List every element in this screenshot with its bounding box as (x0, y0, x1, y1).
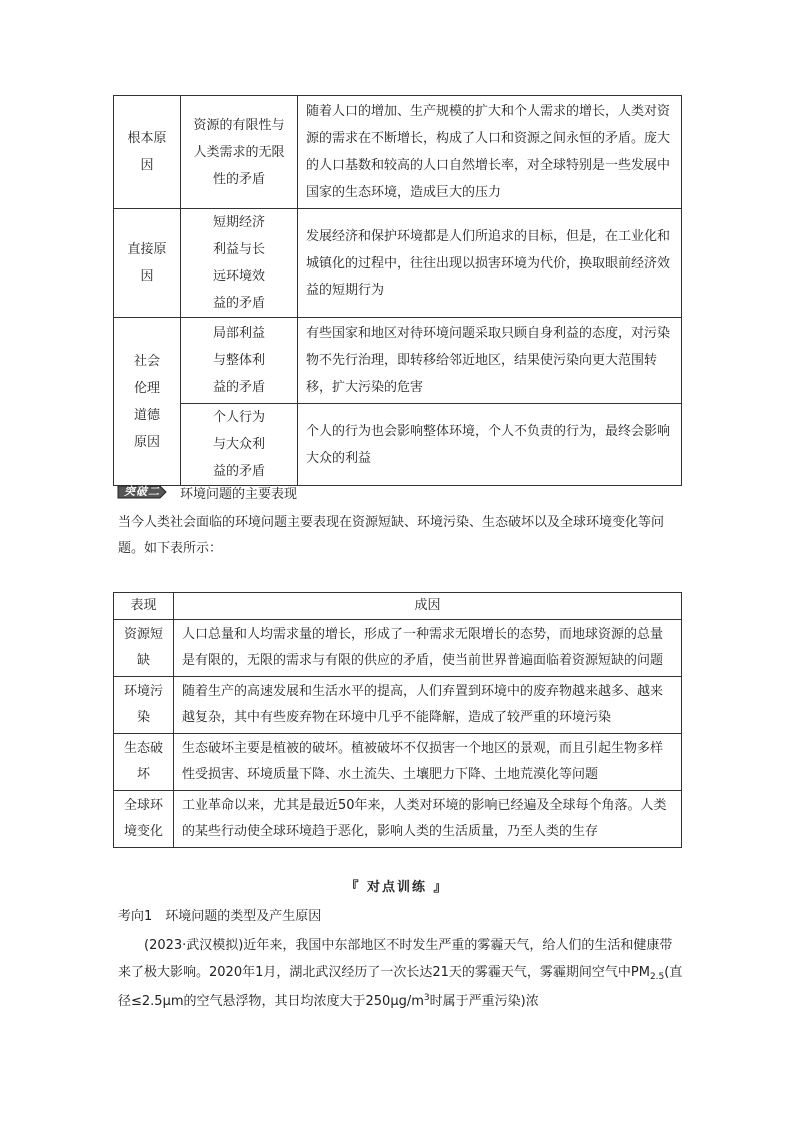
cell-line: 根本原 (127, 131, 167, 146)
question-heading: 考向1 环境问题的类型及产生原因 (118, 909, 322, 924)
column-header: 表现 (114, 593, 174, 620)
cell-line: 性的矛盾 (212, 171, 265, 187)
section-heading (116, 482, 297, 502)
table-row (114, 96, 682, 209)
cell-line: 染 (136, 710, 150, 725)
causes-table (113, 95, 682, 486)
cell-line: 道德 (133, 407, 160, 423)
question-body (118, 932, 683, 1017)
training-title: 『 对点训练 』 (345, 880, 449, 895)
cell-line: 益的矛盾 (212, 380, 265, 395)
cause-cell: 生态破坏主要是植被的破坏。植被破坏不仅损害一个地区的景观，而且引起生物多样性受损害、环境质量下降、水土流失、土壤肥力下降、土地荒漠化等问题 (174, 734, 682, 791)
cell-line: 局部利益 (212, 326, 265, 341)
breakthrough-badge-icon (116, 484, 168, 500)
name-cell (114, 677, 174, 734)
cell-line: 全球环 (123, 798, 163, 813)
column-header: 成因 (174, 593, 682, 620)
category-cell (114, 209, 181, 318)
cell-line: 原因 (133, 434, 160, 450)
cell-line: 境变化 (123, 824, 163, 839)
description-cell: 发展经济和保护环境都是人们所追求的目标，但是，在工业化和城镇化的过程中，往往出现以损害环境为代价，换取眼前经济效益的短期行为 (298, 209, 682, 318)
subcategory-cell (181, 318, 298, 404)
table-header-row (114, 593, 682, 620)
table-row (114, 209, 682, 318)
question-text: (直径≤2.5μm的空气悬浮物，其日均浓度大于250μg/m (118, 965, 683, 1009)
cell-line: 社会 (133, 353, 160, 369)
cell-line: 缺 (136, 653, 150, 668)
cell-line: 利益与长 (212, 242, 265, 257)
cell-line: 生态破 (123, 741, 163, 756)
question-text: (2023·武汉模拟)近年来，我国中东部地区不时发生严重的雾霾天气，给人们的生活和健康带来了极大影响。2020年1月，湖北武汉经历了一次长达21天的雾霾天气，雾霾期间空气中PM (118, 938, 673, 980)
cell-line: 益的矛盾 (212, 464, 265, 479)
cause-cell: 工业革命以来，尤其是最近50年来，人类对环境的影响已经遍及全球每个角落。人类的某些行动使全球环境趋于恶化，影响人类的生活质量，乃至人类的生存 (174, 791, 682, 848)
manifestations-table (113, 592, 682, 848)
cell-line: 环境污 (123, 684, 163, 699)
subcategory-cell (181, 404, 298, 486)
cell-line: 坏 (136, 767, 150, 782)
cell-line: 直接原 (127, 242, 167, 257)
cell-line: 人类需求的无限 (193, 144, 285, 160)
table-row (114, 791, 682, 848)
cell-line: 伦理 (133, 380, 160, 396)
description-cell: 随着人口的增加、生产规模的扩大和个人需求的增长，人类对资源的需求在不断增长，构成了人口和资源之间永恒的矛盾。庞大的人口基数和较高的人口自然增长率，对全球特别是一些发展中国家的生态环境，造成巨大的压力 (298, 96, 682, 209)
cell-line: 益的矛盾 (212, 296, 265, 311)
cell-line: 与整体利 (212, 353, 265, 368)
cause-cell: 随着生产的高速发展和生活水平的提高，人们弃置到环境中的废弃物越来越多、越来越复杂，其中有些废弃物在环境中几乎不能降解，造成了较严重的环境污染 (174, 677, 682, 734)
name-cell (114, 620, 174, 677)
cell-line: 远环境效 (212, 269, 265, 284)
cause-cell: 人口总量和人均需求量的增长，形成了一种需求无限增长的态势，而地球资源的总量是有限的，无限的需求与有限的供应的矛盾，使当前世界普遍面临着资源短缺的问题 (174, 620, 682, 677)
table-row (114, 404, 682, 486)
description-cell: 个人的行为也会影响整体环境，个人不负责的行为，最终会影响大众的利益 (298, 404, 682, 486)
cell-line: 因 (140, 158, 154, 173)
section-title: 环境问题的主要表现 (180, 486, 298, 502)
cell-line: 个人行为 (212, 410, 265, 425)
table-row (114, 620, 682, 677)
category-cell (114, 318, 181, 486)
cell-line: 短期经济 (212, 215, 265, 230)
badge-label: 突破二 (124, 485, 160, 498)
subscript: 2.5 (649, 972, 665, 982)
cell-line: 资源短 (123, 627, 163, 642)
cell-line: 因 (140, 269, 154, 284)
subcategory-cell (181, 96, 298, 209)
superscript: 3 (423, 993, 430, 1003)
cell-line: 与大众利 (212, 437, 265, 452)
table-row (114, 677, 682, 734)
category-cell (114, 96, 181, 209)
cell-line: 资源的有限性与 (193, 117, 285, 133)
description-cell: 有些国家和地区对待环境问题采取只顾自身利益的态度，对污染物不先行治理，即转移给邻近地区，结果使污染向更大范围转移，扩大污染的危害 (298, 318, 682, 404)
intro-paragraph: 当今人类社会面临的环境问题主要表现在资源短缺、环境污染、生态破坏以及全球环境变化等问题。如下表所示： (118, 515, 665, 556)
table-row (114, 318, 682, 404)
question-text: 时属于严重污染)浓 (429, 994, 539, 1009)
name-cell (114, 791, 174, 848)
name-cell (114, 734, 174, 791)
subcategory-cell (181, 209, 298, 318)
table-row (114, 734, 682, 791)
